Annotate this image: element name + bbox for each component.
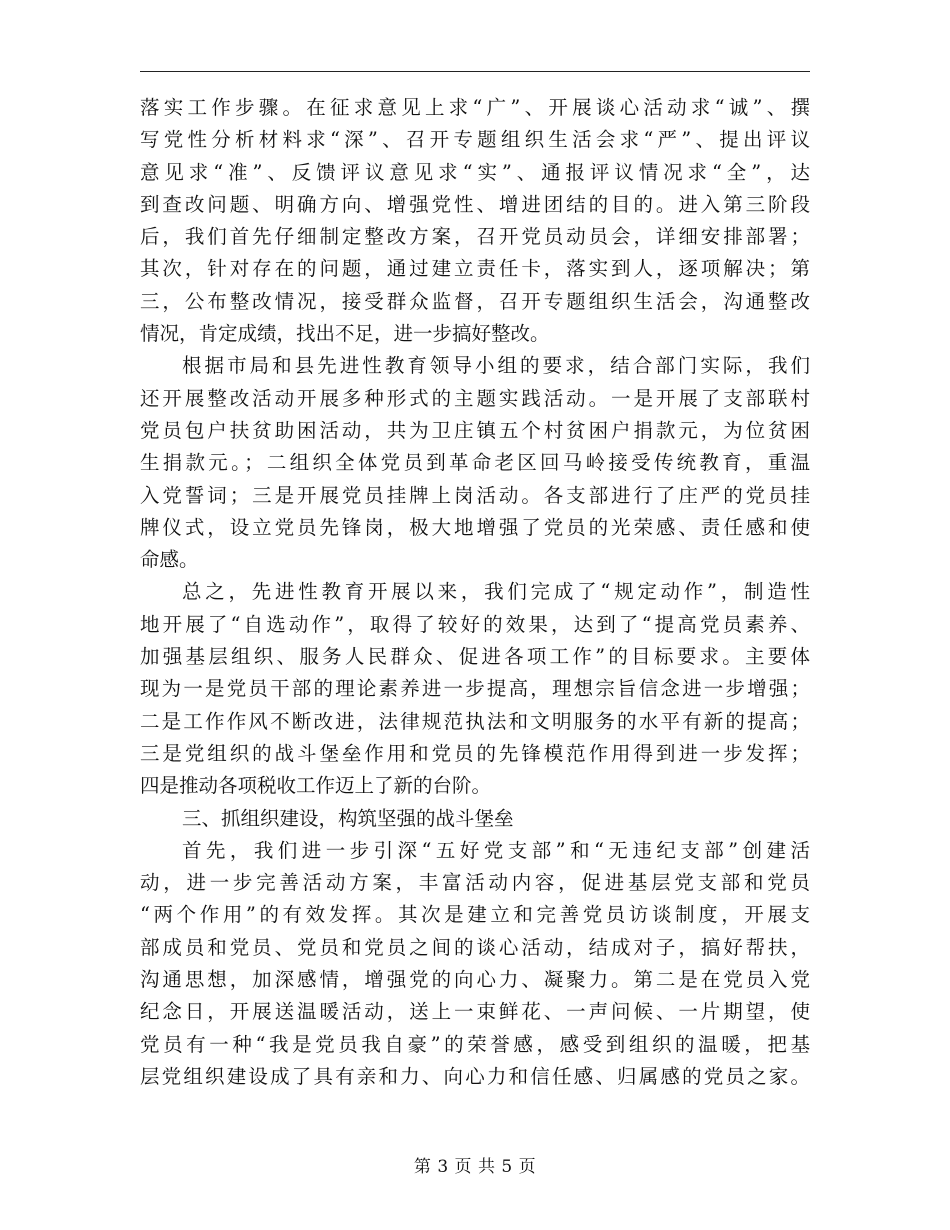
text-line: 部成员和党员、党员和党员之间的谈心活动，结成对子，搞好帮扶， xyxy=(140,935,810,959)
text-line: 其次，针对存在的问题，通过建立责任卡，落实到人，逐项解决；第 xyxy=(140,257,810,281)
text-line: 党员有一种“我是党员我自豪”的荣誉感，感受到组织的温暖，把基 xyxy=(140,1032,810,1056)
document-body xyxy=(140,92,810,1093)
page-number-footer: 第 3 页 共 5 页 xyxy=(413,1157,537,1177)
text-line: 意见求“准”、反馈评议意见求“实”、通报评议情况求“全”，达 xyxy=(140,160,810,184)
text-line: 层党组织建设成了具有亲和力、向心力和信任感、归属感的党员之家。 xyxy=(140,1064,810,1088)
text-line: 三是党组织的战斗堡垒作用和党员的先锋模范作用得到进一步发挥； xyxy=(140,741,810,765)
text-line: “两个作用”的有效发挥。其次是建立和完善党员访谈制度，开展支 xyxy=(140,903,810,927)
section-heading: 三、抓组织建设，构筑坚强的战斗堡垒 xyxy=(182,806,514,830)
text-line: 牌仪式，设立党员先锋岗，极大地增强了党员的光荣感、责任感和使 xyxy=(140,515,810,539)
text-line: 还开展整改活动开展多种形式的主题实践活动。一是开展了支部联村 xyxy=(140,386,810,410)
text-line: 首先，我们进一步引深“五好党支部”和“无违纪支部”创建活 xyxy=(182,838,810,862)
text-line: 动，进一步完善活动方案，丰富活动内容，促进基层党支部和党员 xyxy=(140,871,810,895)
text-line: 党员包户扶贫助困活动，共为卫庄镇五个村贫困户捐款元，为位贫困 xyxy=(140,418,810,442)
text-line: 根据市局和县先进性教育领导小组的要求，结合部门实际，我们 xyxy=(182,354,810,378)
text-line: 生捐款元。；二组织全体党员到革命老区回马岭接受传统教育，重温 xyxy=(140,451,810,475)
header-rule xyxy=(140,71,810,72)
text-line: 入党誓词；三是开展党员挂牌上岗活动。各支部进行了庄严的党员挂 xyxy=(140,483,810,507)
text-line: 地开展了“自选动作”，取得了较好的效果，达到了“提高党员素养、 xyxy=(140,612,810,636)
text-line: 到查改问题、明确方向、增强党性、增进团结的目的。进入第三阶段 xyxy=(140,192,810,216)
text-line: 四是推动各项税收工作迈上了新的台阶。 xyxy=(140,774,492,798)
text-line: 沟通思想，加深感情，增强党的向心力、凝聚力。第二是在党员入党 xyxy=(140,968,810,992)
text-line: 落实工作步骤。在征求意见上求“广”、开展谈心活动求“诚”、撰 xyxy=(140,96,810,119)
text-line: 加强基层组织、服务人民群众、促进各项工作”的目标要求。主要体 xyxy=(140,645,810,669)
text-line: 后，我们首先仔细制定整改方案，召开党员动员会，详细安排部署； xyxy=(140,225,810,249)
text-line: 情况，肯定成绩，找出不足，进一步搞好整改。 xyxy=(140,322,550,346)
text-line: 总之，先进性教育开展以来，我们完成了“规定动作”，制造性 xyxy=(182,580,810,604)
text-line: 现为一是党员干部的理论素养进一步提高，理想宗旨信念进一步增强； xyxy=(140,677,810,701)
text-line: 二是工作作风不断改进，法律规范执法和文明服务的水平有新的提高； xyxy=(140,709,810,733)
text-line: 纪念日，开展送温暖活动，送上一束鲜花、一声问候、一片期望，使 xyxy=(140,1000,810,1024)
text-line: 三，公布整改情况，接受群众监督，召开专题组织生活会，沟通整改 xyxy=(140,289,810,313)
text-line: 写党性分析材料求“深”、召开专题组织生活会求“严”、提出评议 xyxy=(140,128,810,152)
text-line: 命感。 xyxy=(140,548,199,572)
